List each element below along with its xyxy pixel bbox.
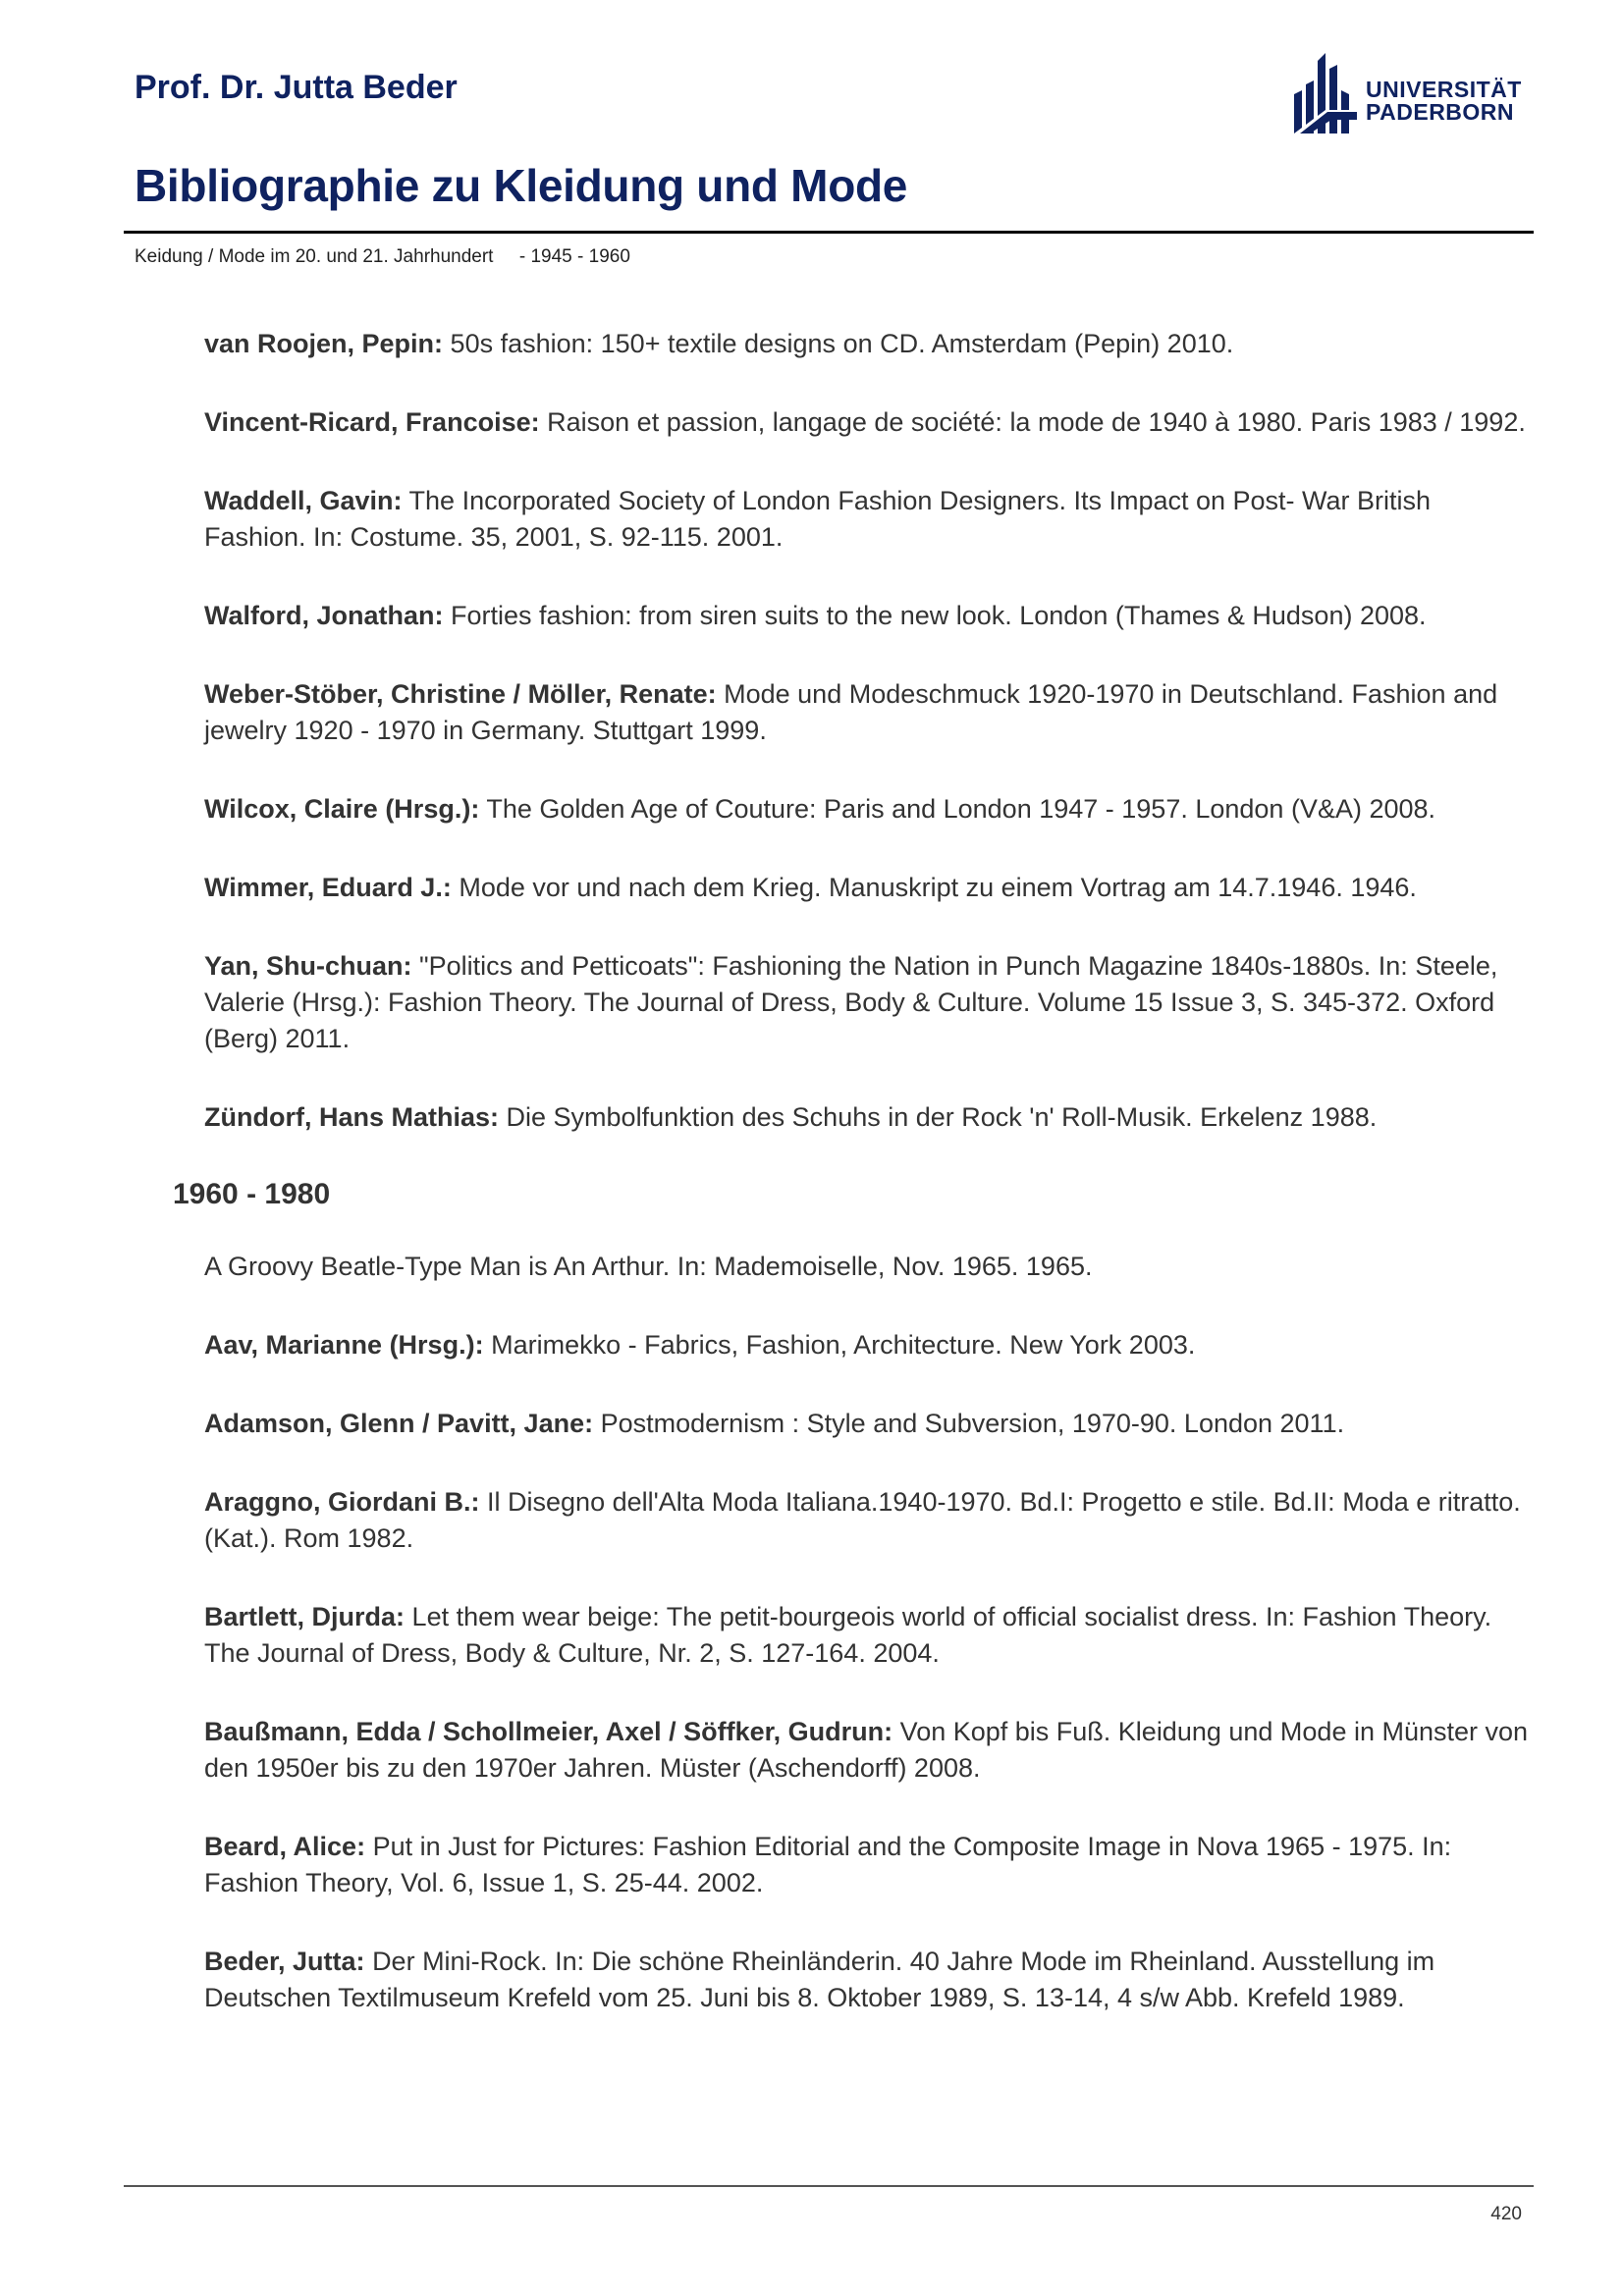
entry-citation: Von Kopf bis Fuß. Kleidung und Mode in Münster von den 1950er bis zu den 1970er Jahren. Müster (Aschendorff) 2008.: [204, 1717, 1529, 1783]
university-paderborn-logo-icon: [1294, 51, 1363, 133]
breadcrumb: [135, 246, 630, 268]
breadcrumb-category: Keidung / Mode im 20. und 21. Jahrhundert: [135, 246, 494, 267]
bibliography-entry: [204, 326, 1535, 362]
entry-citation: Raison et passion, langage de société: la mode de 1940 à 1980. Paris 1983 / 1992.: [547, 407, 1526, 437]
entry-citation: Forties fashion: from siren suits to the new look. London (Thames & Hudson) 2008.: [451, 601, 1427, 630]
header-divider: [124, 231, 1534, 234]
entry-author: Beder, Jutta:: [204, 1947, 365, 1976]
entry-author: Araggno, Giordani B.:: [204, 1487, 480, 1517]
bibliography-entry: [204, 404, 1535, 441]
entry-author: Bartlett, Djurda:: [204, 1602, 406, 1631]
entry-citation: "Politics and Petticoats": Fashioning the Nation in Punch Magazine 1840s-1880s. In: Steele, Valerie (Hrsg.): Fashion Theory. The Journal of Dress, Body & Culture. Volume 15 Issue 3, S. 345-372. Oxford (Berg) 2011.: [204, 951, 1498, 1053]
bibliography-list: [173, 326, 1535, 2058]
bibliography-entry: [204, 1829, 1535, 1901]
bibliography-entry: [204, 948, 1535, 1057]
bibliography-entry: [204, 1714, 1535, 1787]
bibliography-entry: [204, 676, 1535, 749]
bibliography-entry: [204, 483, 1535, 556]
bibliography-entry: [204, 1599, 1535, 1672]
entry-citation: Let them wear beige: The petit-bourgeois world of official socialist dress. In: Fashion Theory. The Journal of Dress, Body & Culture, Nr. 2, S. 127-164. 2004.: [204, 1602, 1492, 1668]
entry-citation: The Incorporated Society of London Fashion Designers. Its Impact on Post- War British Fashion. In: Costume. 35, 2001, S. 92-115. 2001.: [204, 486, 1432, 552]
bibliography-entry: [204, 1406, 1535, 1442]
entry-author: Waddell, Gavin:: [204, 486, 403, 515]
entry-citation: Mode und Modeschmuck 1920-1970 in Deutschland. Fashion and jewelry 1920 - 1970 in Germany. Stuttgart 1999.: [204, 679, 1498, 745]
entry-author: Weber-Stöber, Christine / Möller, Renate:: [204, 679, 717, 709]
entry-author: Yan, Shu-chuan:: [204, 951, 412, 981]
bibliography-entry: [204, 1249, 1535, 1285]
university-logo: [1294, 51, 1530, 133]
bibliography-entry: [204, 598, 1535, 634]
section-1960-1980: [204, 1249, 1535, 2016]
entry-citation: Der Mini-Rock. In: Die schöne Rheinländerin. 40 Jahre Mode im Rheinland. Ausstellung im Deutschen Textilmuseum Krefeld vom 25. Juni bis 8. Oktober 1989, S. 13-14, 4 s/w Abb. Krefeld 1989.: [204, 1947, 1435, 2012]
bibliography-entry: [204, 791, 1535, 828]
entry-author: Zündorf, Hans Mathias:: [204, 1102, 500, 1132]
logo-line-1: UNIVERSITÄT: [1366, 77, 1522, 102]
bibliography-entry: [204, 870, 1535, 906]
section-1945-1960: [204, 326, 1535, 1136]
entry-author: Aav, Marianne (Hrsg.):: [204, 1330, 484, 1360]
bibliography-entry: [204, 1099, 1535, 1136]
entry-citation: Mode vor und nach dem Krieg. Manuskript zu einem Vortrag am 14.7.1946. 1946.: [459, 873, 1417, 902]
bibliography-entry: [204, 1944, 1535, 2016]
entry-citation: Postmodernism : Style and Subversion, 1970-90. London 2011.: [600, 1409, 1345, 1438]
entry-author: Baußmann, Edda / Schollmeier, Axel / Söffker, Gudrun:: [204, 1717, 893, 1746]
breadcrumb-period: - 1945 - 1960: [518, 246, 630, 267]
author-name: Prof. Dr. Jutta Beder: [135, 69, 458, 106]
entry-author: Wilcox, Claire (Hrsg.):: [204, 794, 480, 824]
entry-citation: Die Symbolfunktion des Schuhs in der Rock 'n' Roll-Musik. Erkelenz 1988.: [506, 1102, 1378, 1132]
entry-author: Walford, Jonathan:: [204, 601, 444, 630]
entry-citation: Marimekko - Fabrics, Fashion, Architecture. New York 2003.: [491, 1330, 1196, 1360]
page-number: 420: [1490, 2204, 1522, 2224]
bibliography-entry: [204, 1327, 1535, 1363]
entry-author: van Roojen, Pepin:: [204, 329, 444, 358]
entry-citation: 50s fashion: 150+ textile designs on CD. Amsterdam (Pepin) 2010.: [450, 329, 1234, 358]
document-title: Bibliographie zu Kleidung und Mode: [135, 160, 908, 211]
logo-line-2: PADERBORN: [1366, 99, 1515, 125]
entry-citation: Il Disegno dell'Alta Moda Italiana.1940-1970. Bd.I: Progetto e stile. Bd.II: Moda e ritratto. (Kat.). Rom 1982.: [204, 1487, 1521, 1553]
entry-citation: The Golden Age of Couture: Paris and London 1947 - 1957. London (V&A) 2008.: [486, 794, 1436, 824]
section-heading-1960-1980: 1960 - 1980: [173, 1178, 331, 1210]
entry-citation: A Groovy Beatle-Type Man is An Arthur. In: Mademoiselle, Nov. 1965. 1965.: [204, 1252, 1093, 1281]
entry-citation: Put in Just for Pictures: Fashion Editorial and the Composite Image in Nova 1965 - 1975. In: Fashion Theory, Vol. 6, Issue 1, S. 25-44. 2002.: [204, 1832, 1452, 1897]
entry-author: Adamson, Glenn / Pavitt, Jane:: [204, 1409, 594, 1438]
entry-author: Vincent-Ricard, Francoise:: [204, 407, 540, 437]
entry-author: Wimmer, Eduard J.:: [204, 873, 452, 902]
footer-divider: [124, 2185, 1534, 2187]
bibliography-entry: [204, 1484, 1535, 1557]
entry-author: Beard, Alice:: [204, 1832, 366, 1861]
